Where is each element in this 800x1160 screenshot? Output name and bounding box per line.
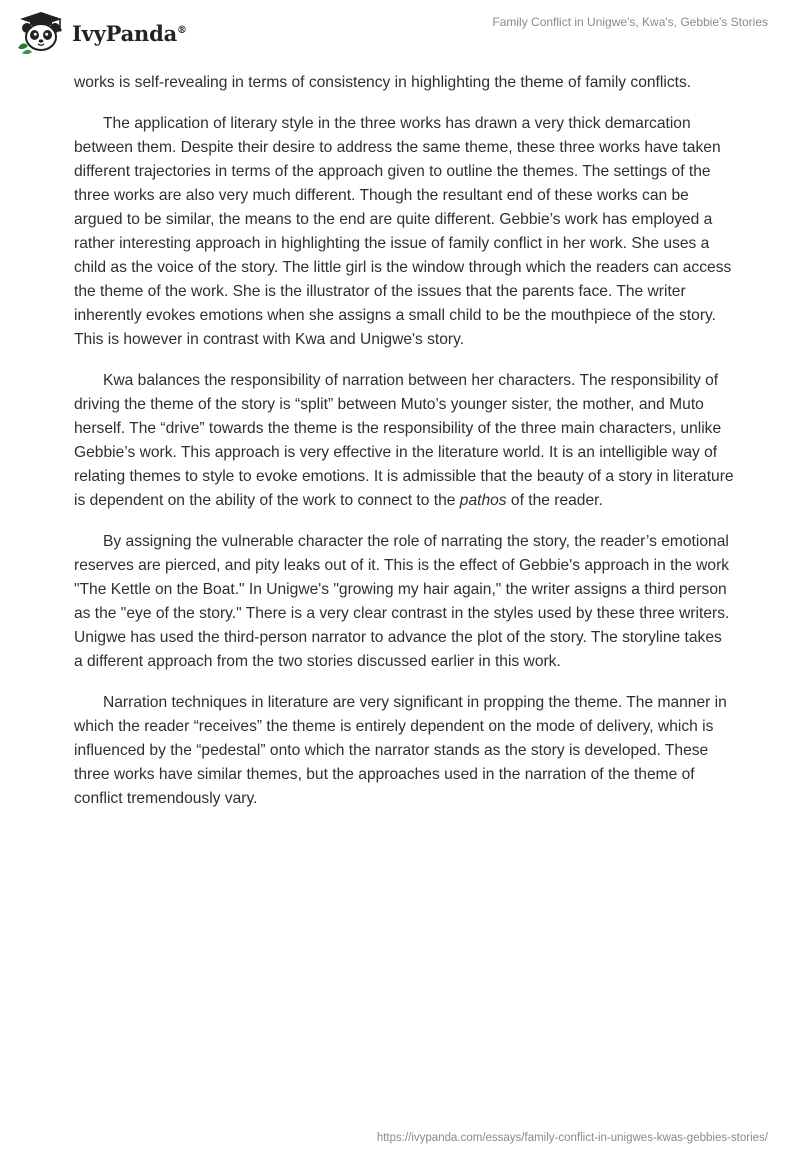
ivypanda-logo[interactable] [14,10,187,54]
page-header [0,0,800,64]
registered-mark: ® [177,24,187,36]
paragraph-vulnerable-narrator: By assigning the vulnerable character the role of narrating the story, the reader’s emotional reserves are pierced, and pity leaks out of it. This is the effect of Gebbie's approach in the work "The Kettle on the Boat." In Unigwe's "growing my hair again," the writer assigns a third person as the "eye of the story." There is a very clear contrast in the styles used by these three writers. Unigwe has used the third-person narrator to advance the plot of the story. The storyline takes a different approach from the two stories discussed earlier in this work. [74,533,730,670]
paragraph-literary-style: The application of literary style in the three works has drawn a very thick demarcation between them. Despite their desire to address the same theme, these three works have taken different trajectories in terms of the approach given to outline the themes. The settings of the three works are also very much different. Though the resultant end of these works can be argued to be similar, the means to the end are quite different. Gebbie’s work has employed a rather interesting approach in highlighting the issue of family conflict in her work. She uses a child as the voice of the story. The little girl is the window through which the readers can access the theme of the work. She is the illustrator of the issues that the parents face. The writer inherently evokes emotions when she assigns a small child to be the mouthpiece of the story. This is however in contrast with Kwa and Unigwe's story. [74,115,732,348]
paragraph-kwa-text-end: of the reader. [506,492,603,509]
panda-graduate-logo-icon [14,10,68,54]
paragraph-continuation: works is self-revealing in terms of consistency in highlighting the theme of family conflicts. [74,74,692,91]
paragraph-kwa-text-start: Kwa balances the responsibility of narration between her characters. The responsibility of driving the theme of the story is “split” between Muto’s younger sister, the mother, and Muto herself. The “drive” towards the theme is the responsibility of the three main characters, unlike Gebbie’s work. This approach is very effective in the literature world. It is an intelligible way of relating themes to style to evoke emotions. It is admissible that the beauty of a story in literature is dependent on the ability of the work to connect to the [74,372,734,509]
paragraph-narration-techniques: Narration techniques in literature are very significant in propping the theme. The manner in which the reader “receives” the theme is entirely dependent on the mode of delivery, which is influenced by the “pedestal” onto which the narrator stands as the story is developed. These three works have similar themes, but the approaches used in the narration of the theme of conflict tremendously vary. [74,694,727,807]
paragraph-kwa-narration [74,369,734,513]
source-url[interactable]: https://ivypanda.com/essays/family-conflict-in-unigwes-kwas-gebbies-stories/ [376,1132,768,1144]
essay-body [74,71,734,828]
brand-name: IvyPanda® [72,20,187,46]
pathos-italic: pathos [459,492,507,509]
document-title: Family Conflict in Unigwe's, Kwa's, Gebbie's Stories [492,15,768,29]
